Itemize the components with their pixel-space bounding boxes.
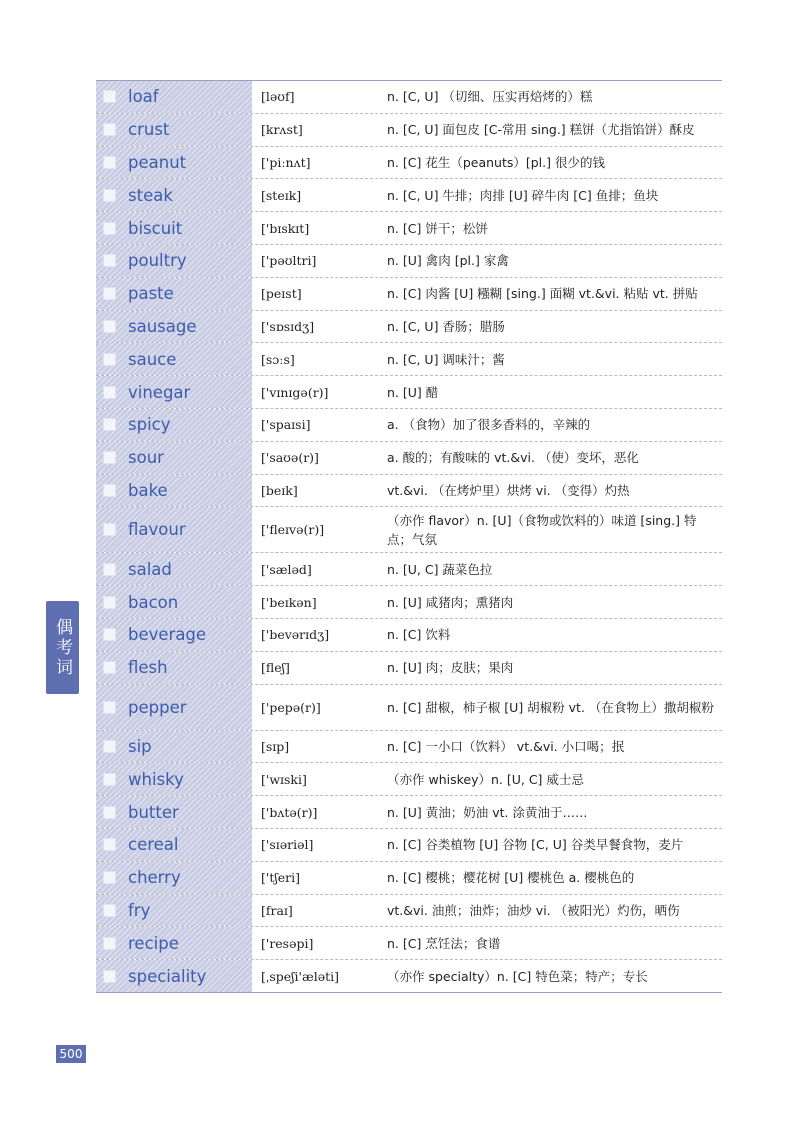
phonetic: ['bʌtə(r)] <box>261 804 318 820</box>
table-row <box>96 960 722 992</box>
definition: vt.&vi. （在烤炉里）烘烤 vi. （变得）灼热 <box>387 482 630 498</box>
word: pepper <box>128 697 187 717</box>
phonetic: ['tʃeri] <box>261 870 300 886</box>
checkbox[interactable] <box>103 628 116 641</box>
word-cell <box>96 862 253 894</box>
checkbox[interactable] <box>103 596 116 609</box>
phonetic: ['vɪnɪgə(r)] <box>261 384 329 400</box>
phonetic: [sɔːs] <box>261 351 295 367</box>
word-cell <box>96 796 253 828</box>
word-cell <box>96 147 253 179</box>
word: crust <box>128 120 170 140</box>
word: cherry <box>128 868 181 888</box>
phonetic: [ləʊf] <box>261 89 295 105</box>
word: steak <box>128 185 173 205</box>
checkbox[interactable] <box>103 254 116 267</box>
table-row <box>96 212 722 245</box>
phonetic: ['fleɪvə(r)] <box>261 522 325 538</box>
word: biscuit <box>128 218 183 238</box>
table-row <box>96 278 722 311</box>
checkbox[interactable] <box>103 287 116 300</box>
word: butter <box>128 802 179 822</box>
phonetic: ['wɪski] <box>261 771 307 787</box>
table-row <box>96 731 722 764</box>
word: whisky <box>128 769 184 789</box>
checkbox[interactable] <box>103 451 116 464</box>
table-row <box>96 442 722 475</box>
table-row <box>96 862 722 895</box>
phonetic: [fleʃ] <box>261 660 290 676</box>
phonetic: ['sæləd] <box>261 561 312 577</box>
checkbox[interactable] <box>103 970 116 983</box>
phonetic: ['bevərɪdʒ] <box>261 627 330 643</box>
phonetic: [fraɪ] <box>261 902 293 918</box>
definition: n. [C] 甜椒，柿子椒 [U] 胡椒粉 vt. （在食物上）撒胡椒粉 <box>387 699 714 715</box>
definition: n. [U] 禽肉 [pl.] 家禽 <box>387 253 509 269</box>
word-cell <box>96 829 253 861</box>
checkbox[interactable] <box>103 523 116 536</box>
phonetic: ['pepə(r)] <box>261 699 321 715</box>
checkbox[interactable] <box>103 937 116 950</box>
definition: n. [C, U] 调味汁；酱 <box>387 351 505 367</box>
phonetic: [sɪp] <box>261 738 290 754</box>
checkbox[interactable] <box>103 661 116 674</box>
word: poultry <box>128 251 187 271</box>
word-cell <box>96 311 253 343</box>
table-row <box>96 376 722 409</box>
word: sauce <box>128 349 177 369</box>
table-row <box>96 763 722 796</box>
table-row <box>96 475 722 508</box>
phonetic: ['sɒsɪdʒ] <box>261 318 315 334</box>
section-tab-label: 偶考词 <box>52 617 72 678</box>
phonetic: [ˌspeʃi'æləti] <box>261 968 339 984</box>
definition: n. [U] 咸猪肉；熏猪肉 <box>387 594 514 610</box>
definition: n. [C, U] 面包皮 [C-常用 sing.] 糕饼（尤指馅饼）酥皮 <box>387 122 695 138</box>
checkbox[interactable] <box>103 156 116 169</box>
word-cell <box>96 212 253 244</box>
definition: n. [U] 黄油；奶油 vt. 涂黄油于…… <box>387 804 588 820</box>
word-cell <box>96 960 253 992</box>
word-cell <box>96 763 253 795</box>
definition: n. [C, U] （切细、压实再焙烤的）糕 <box>387 89 593 105</box>
phonetic: ['sɪəriəl] <box>261 837 314 853</box>
checkbox[interactable] <box>103 806 116 819</box>
definition: n. [C] 烹饪法；食谱 <box>387 935 501 951</box>
phonetic: [steɪk] <box>261 187 302 203</box>
word-cell <box>96 245 253 277</box>
definition: n. [C] 肉酱 [U] 糨糊 [sing.] 面糊 vt.&vi. 粘贴 vt. 拼贴 <box>387 286 698 302</box>
word-cell <box>96 553 253 585</box>
word: loaf <box>128 87 159 107</box>
word: flavour <box>128 520 186 540</box>
word: peanut <box>128 152 187 172</box>
checkbox[interactable] <box>103 320 116 333</box>
phonetic: ['saʊə(r)] <box>261 450 319 466</box>
checkbox[interactable] <box>103 773 116 786</box>
table-row <box>96 343 722 376</box>
word: salad <box>128 559 172 579</box>
checkbox[interactable] <box>103 353 116 366</box>
definition: （亦作 whiskey）n. [U, C] 威士忌 <box>387 771 584 787</box>
section-tab <box>46 601 79 694</box>
word-cell <box>96 409 253 441</box>
word-cell <box>96 278 253 310</box>
word-cell <box>96 652 253 684</box>
definition: n. [C] 谷类植物 [U] 谷物 [C, U] 谷类早餐食物，麦片 <box>387 837 684 853</box>
phonetic: [beɪk] <box>261 482 298 498</box>
definition: （亦作 flavor）n. [U]（食物或饮料的）味道 [sing.] 特点；气氛 <box>387 512 697 547</box>
page-number: 500 <box>56 1045 86 1063</box>
word-cell <box>96 81 253 113</box>
checkbox[interactable] <box>103 90 116 103</box>
table-row <box>96 586 722 619</box>
word: vinegar <box>128 382 191 402</box>
checkbox[interactable] <box>103 904 116 917</box>
word: recipe <box>128 933 179 953</box>
word-cell <box>96 376 253 408</box>
table-row <box>96 409 722 442</box>
checkbox[interactable] <box>103 123 116 136</box>
word: spicy <box>128 415 171 435</box>
checkbox[interactable] <box>103 701 116 714</box>
word-cell <box>96 179 253 211</box>
table-row <box>96 179 722 212</box>
definition: vt.&vi. 油煎；油炸；油炒 vi. （被阳光）灼伤，晒伤 <box>387 902 680 918</box>
definition: n. [U] 肉；皮肤；果肉 <box>387 660 514 676</box>
definition: n. [U] 醋 <box>387 384 439 400</box>
word-cell <box>96 685 253 730</box>
phonetic: ['bɪskɪt] <box>261 220 310 236</box>
checkbox[interactable] <box>103 563 116 576</box>
checkbox[interactable] <box>103 418 116 431</box>
word-cell <box>96 343 253 375</box>
word: sour <box>128 448 164 468</box>
table-row <box>96 829 722 862</box>
table-row <box>96 311 722 344</box>
word: paste <box>128 284 174 304</box>
word-cell <box>96 114 253 146</box>
phonetic: ['spaɪsi] <box>261 417 311 433</box>
table-row <box>96 652 722 685</box>
definition: n. [C] 一小口（饮料） vt.&vi. 小口喝；抿 <box>387 738 625 754</box>
definition: （亦作 specialty）n. [C] 特色菜；特产；专长 <box>387 968 648 984</box>
table-row <box>96 147 722 180</box>
word: speciality <box>128 966 207 986</box>
table-row <box>96 245 722 278</box>
word-cell <box>96 619 253 651</box>
definition: n. [U, C] 蔬菜色拉 <box>387 561 493 577</box>
table-row <box>96 619 722 652</box>
definition: n. [C, U] 牛排；肉排 [U] 碎牛肉 [C] 鱼排；鱼块 <box>387 187 659 203</box>
word: cereal <box>128 835 179 855</box>
definition: a. 酸的；有酸味的 vt.&vi. （使）变坏，恶化 <box>387 450 639 466</box>
definition: n. [C] 花生（peanuts）[pl.] 很少的钱 <box>387 154 605 170</box>
phonetic: [krʌst] <box>261 122 303 138</box>
phonetic: ['resəpi] <box>261 935 314 951</box>
checkbox[interactable] <box>103 189 116 202</box>
checkbox[interactable] <box>103 871 116 884</box>
word-cell <box>96 731 253 763</box>
phonetic: ['pəʊltri] <box>261 253 317 269</box>
table-row <box>96 927 722 960</box>
vocabulary-table <box>96 80 722 993</box>
word: bake <box>128 480 168 500</box>
table-row <box>96 895 722 928</box>
word: bacon <box>128 592 179 612</box>
table-row <box>96 507 722 553</box>
word-cell <box>96 442 253 474</box>
word-cell <box>96 507 253 552</box>
word: fry <box>128 900 151 920</box>
word: flesh <box>128 658 168 678</box>
table-row <box>96 685 722 731</box>
checkbox[interactable] <box>103 740 116 753</box>
word-cell <box>96 586 253 618</box>
phonetic: ['beɪkən] <box>261 594 317 610</box>
word-cell <box>96 895 253 927</box>
checkbox[interactable] <box>103 222 116 235</box>
definition: a. （食物）加了很多香料的，辛辣的 <box>387 417 591 433</box>
checkbox[interactable] <box>103 838 116 851</box>
phonetic: ['piːnʌt] <box>261 154 311 170</box>
definition: n. [C] 樱桃；樱花树 [U] 樱桃色 a. 樱桃色的 <box>387 870 635 886</box>
table-row <box>96 553 722 586</box>
definition: n. [C] 饮料 <box>387 627 451 643</box>
word-cell <box>96 475 253 507</box>
word: sip <box>128 736 152 756</box>
word-cell <box>96 927 253 959</box>
phonetic: [peɪst] <box>261 286 302 302</box>
definition: n. [C, U] 香肠；腊肠 <box>387 318 505 334</box>
word: beverage <box>128 625 207 645</box>
checkbox[interactable] <box>103 386 116 399</box>
checkbox[interactable] <box>103 484 116 497</box>
table-row <box>96 796 722 829</box>
table-row <box>96 114 722 147</box>
word: sausage <box>128 316 197 336</box>
table-row <box>96 81 722 114</box>
definition: n. [C] 饼干；松饼 <box>387 220 488 236</box>
